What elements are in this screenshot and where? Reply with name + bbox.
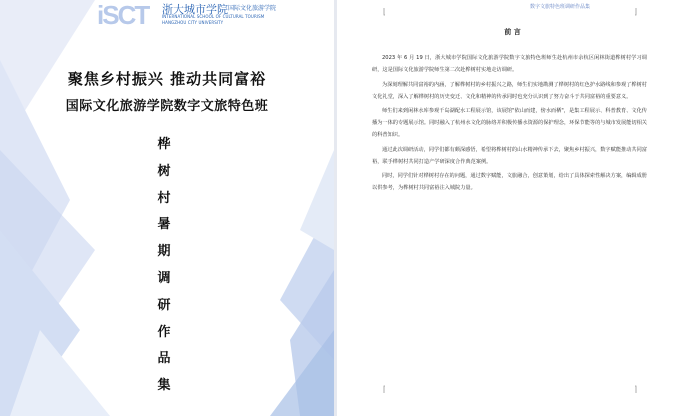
logo-university-name: 浙大城市学院 — [162, 3, 228, 16]
logo-english-line1: INTERNATIONAL SCHOOL OF CULTURAL TOURISM — [162, 14, 265, 19]
cover-page — [0, 0, 334, 416]
logo-school-name: 国际文化旅游学院 — [228, 5, 277, 12]
school-logo-icon — [96, 0, 158, 30]
cover-subtitle: 国际文化旅游学院数字文旅特色班 — [65, 99, 269, 114]
foreword-paragraph: 2023 年 6 月 19 日，浙大城市学院国际文化旅游学院数字文旅特色班师生赴杭州市余杭区闲林街道桦树村学习调研，这是国际文化旅游学院师生第二次赴桦树村实地走访调研。 — [372, 55, 647, 73]
vertical-title — [152, 132, 176, 400]
foreword-page — [337, 0, 688, 416]
crop-mark-icon — [377, 385, 385, 393]
crop-mark-icon — [635, 385, 643, 393]
vertical-title-char: 桦 — [157, 137, 171, 152]
foreword-body — [372, 52, 647, 197]
vertical-title-char: 暑 — [157, 217, 171, 233]
vertical-title-char: 研 — [157, 297, 171, 313]
vertical-title-char: 作 — [157, 324, 171, 340]
foreword-paragraph: 为深刻理解共同富裕的内涵，了解桦树村的乡村振兴之路，师生们实地勘测了桦树村的红色护水路线和参观了桦树村文化礼堂，深入了解桦树村的历史变迁、文化和精神的传承同时也充分认识到了努力奋斗于共同富裕的重要意义。 — [372, 81, 647, 100]
crop-mark-icon — [635, 8, 643, 16]
crop-mark-icon — [377, 8, 385, 16]
foreword-title: 前 言 — [504, 28, 521, 36]
vertical-title-char: 集 — [157, 378, 171, 394]
vertical-title-char: 调 — [157, 270, 171, 286]
foreword-paragraph: 师生们来到闲林水库参观千岛湖配水工程展示馆，该展馆"依山而建，傍水而栖"，是集工程展示、科普教育、文化传播为一体的专题展示馆。同时融入了杭州水文化的脉络并积极传播水资源的保护理念，环保节能等的与城市发展能切相关的科普知识。 — [372, 108, 647, 138]
cover-main-title: 聚焦乡村振兴 推动共同富裕 — [67, 70, 267, 88]
vertical-title-char: 期 — [157, 244, 171, 260]
running-header: 数字文旅特色班调研作品集 — [530, 4, 591, 10]
foreword-paragraph: 通过此次调研活动，同学们都有颇深感悟，希望将桦树村的山水精神传承下去，聚焦乡村振兴，数字赋能推动共同富裕，联手桦树村共同打造产学研深度合作典范案例。 — [372, 146, 647, 165]
svg-text:iSCT: iSCT — [97, 0, 149, 30]
vertical-title-char: 品 — [157, 351, 171, 367]
foreword-paragraph: 同时，同学们针对桦树村存在的问题，通过数字赋能，文旅融合，创意策划，给出了具体探索性解决方案，编辑成册以供参考，为桦树村共同富裕注入城院力量。 — [372, 173, 647, 191]
vertical-title-char: 村 — [157, 190, 171, 206]
vertical-title-char: 树 — [157, 163, 171, 179]
logo-english-line2: HANGZHOU CITY UNIVERSITY — [162, 20, 224, 25]
